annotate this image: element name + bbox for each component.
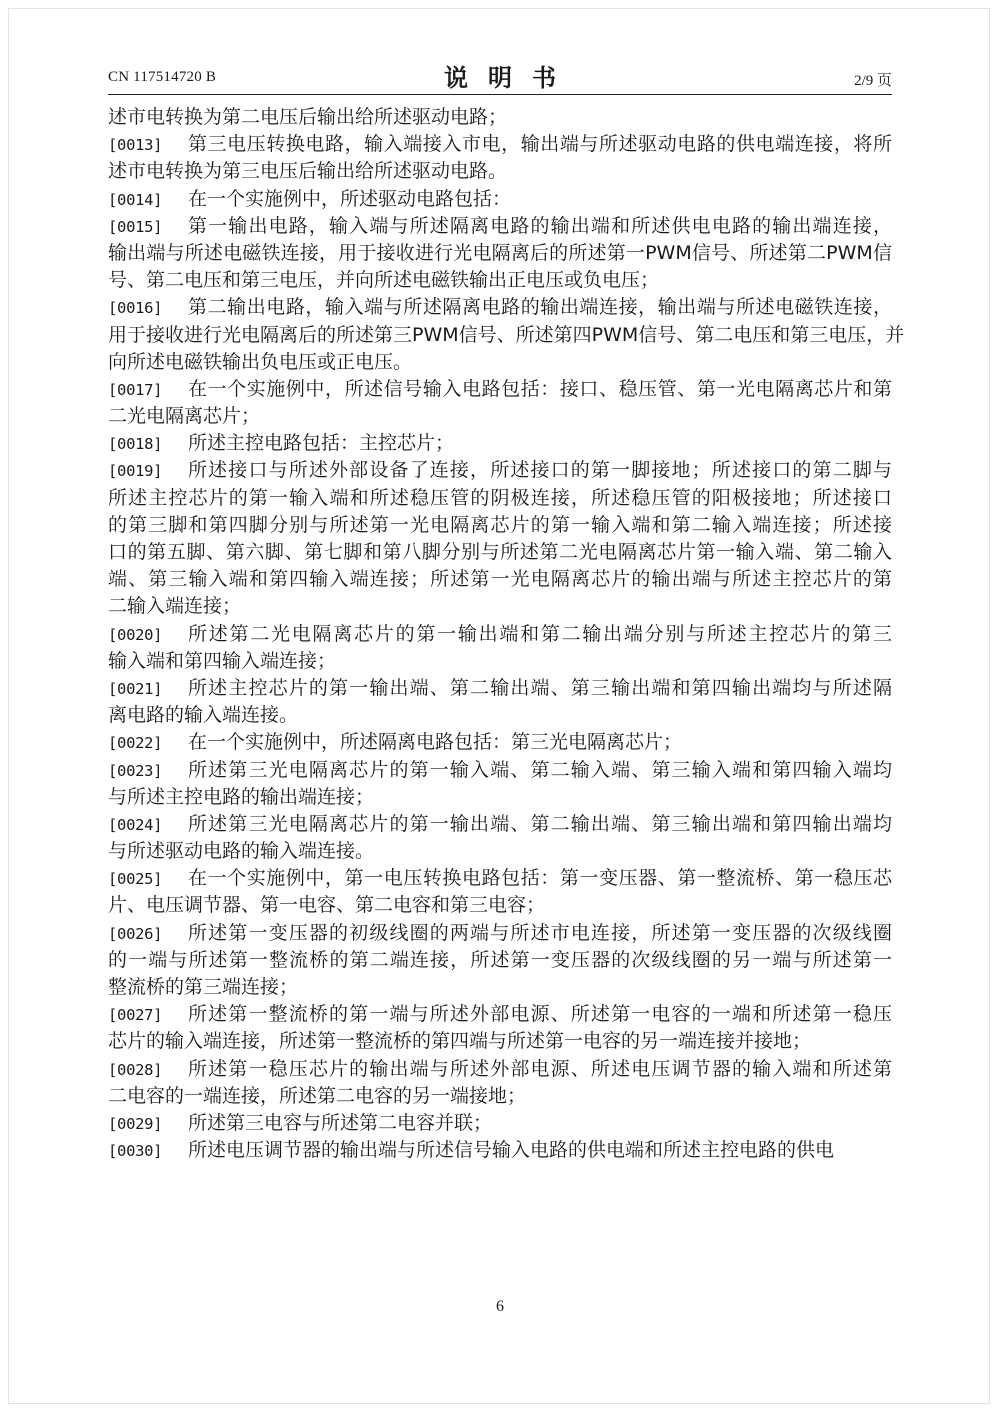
document-body	[108, 104, 905, 1164]
text-line	[108, 1137, 892, 1164]
page-number: 6	[496, 1298, 504, 1315]
paragraph-number: [0022]	[108, 734, 163, 753]
paragraph	[108, 1137, 892, 1164]
text-line	[108, 702, 892, 729]
paragraph-text: 向所述电磁铁输出负电压或正电压。	[108, 350, 413, 373]
paragraph-text: 所述电压调节器的输出端与所述信号输入电路的供电端和所述主控电路的供电	[188, 1139, 835, 1162]
paragraph-number: [0013]	[108, 136, 163, 155]
paragraph-number: [0029]	[108, 1114, 163, 1133]
text-line	[108, 974, 892, 1001]
text-line	[108, 349, 892, 376]
paragraph-text: 号、第二电压和第三电压，并向所述电磁铁输出正电压或负电压；	[108, 269, 660, 292]
text-line	[108, 104, 892, 131]
text-line	[108, 784, 892, 811]
paragraph-text: 所述第三光电隔离芯片的第一输出端、第二输出端、第三输出端和第四输出端均	[188, 812, 892, 835]
text-line	[108, 865, 892, 892]
paragraph-text: 所述主控电路包括：主控芯片；	[188, 432, 455, 455]
paragraph	[108, 1056, 892, 1110]
paragraph-number: [0025]	[108, 870, 163, 889]
paragraph-text: 在一个实施例中，所述驱动电路包括：	[188, 187, 512, 210]
paragraph-text: 述市电转换为第三电压后输出给所述驱动电路。	[108, 160, 508, 183]
paragraph	[108, 131, 892, 185]
page-title: 说明书	[444, 64, 576, 92]
paragraph-text: 所述第三光电隔离芯片的第一输入端、第二输入端、第三输入端和第四输入端均	[188, 758, 892, 781]
paragraph-text: 所述第一整流桥的第一端与所述外部电源、所述第一电容的一端和所述第一稳压	[188, 1003, 892, 1026]
paragraph-text: 端、第三输入端和第四输入端连接；所述第一光电隔离芯片的输出端与所述主控芯片的第	[108, 568, 892, 591]
text-line	[108, 512, 892, 539]
text-line	[108, 457, 892, 484]
paragraph-text: 在一个实施例中，第一电压转换电路包括：第一变压器、第一整流桥、第一稳压芯	[188, 867, 892, 890]
paragraph-text: 所述接口与所述外部设备了连接，所述接口的第一脚接地；所述接口的第二脚与	[188, 459, 892, 482]
paragraph	[108, 294, 905, 376]
paragraph	[108, 621, 892, 675]
paragraph-number: [0021]	[108, 679, 163, 698]
paragraph-number: [0027]	[108, 1006, 163, 1025]
paragraph	[108, 376, 892, 430]
paragraph	[108, 865, 892, 919]
paragraph-number: [0019]	[108, 462, 163, 481]
text-line	[108, 621, 892, 648]
paragraph	[108, 430, 892, 457]
paragraph-text: 整流桥的第三端连接；	[108, 976, 299, 998]
page-reference: 2/9 页	[854, 73, 892, 89]
paragraph-text: 所述主控芯片的第一输出端、第二输出端、第三输出端和第四输出端均与所述隔	[188, 676, 892, 699]
paragraph-text: 所述主控芯片的第一输入端和所述稳压管的阴极连接，所述稳压管的阳极接地；所述接口	[108, 486, 892, 509]
paragraph-text: 所述第一变压器的初级线圈的两端与所述市电连接，所述第一变压器的次级线圈	[188, 921, 892, 944]
paragraph	[108, 729, 892, 756]
paragraph-text: 第二输出电路，输入端与所述隔离电路的输出端连接，输出端与所述电磁铁连接，	[188, 296, 892, 319]
paragraph-text: 在一个实施例中，所述信号输入电路包括：接口、稳压管、第一光电隔离芯片和第	[188, 377, 892, 400]
text-line	[108, 430, 892, 457]
text-line	[108, 1028, 892, 1055]
paragraph	[108, 757, 892, 811]
paragraph-text: 用于接收进行光电隔离后的所述第三PWM信号、所述第四PWM信号、第二电压和第三电压，并	[108, 323, 905, 346]
text-line	[108, 240, 892, 267]
paragraph-number: [0018]	[108, 435, 163, 454]
text-line	[108, 539, 892, 566]
paragraph-number: [0014]	[108, 190, 163, 209]
paragraph-text: 的第三脚和第四脚分别与所述第一光电隔离芯片的第一输入端和第二输入端连接；所述接	[108, 513, 892, 536]
text-line	[108, 403, 892, 430]
text-line	[108, 566, 892, 593]
paragraph	[108, 675, 892, 729]
paragraph-text: 第三电压转换电路，输入端接入市电，输出端与所述驱动电路的供电端连接，将所	[188, 133, 892, 156]
paragraph	[108, 457, 892, 620]
text-line	[108, 186, 892, 213]
paragraph-number: [0024]	[108, 815, 163, 834]
text-line	[108, 1083, 892, 1110]
document-id: CN 117514720 B	[108, 69, 217, 85]
text-line	[108, 811, 892, 838]
paragraph-number: [0016]	[108, 299, 163, 318]
paragraph-text: 离电路的输入端连接。	[108, 704, 299, 727]
paragraph-text: 述市电转换为第二电压后输出给所述驱动电路；	[108, 106, 508, 128]
text-line	[108, 294, 892, 321]
text-line	[108, 1056, 892, 1083]
paragraph-text: 二电容的一端连接，所述第二电容的另一端接地；	[108, 1084, 527, 1107]
paragraph-text: 输入端和第四输入端连接；	[108, 649, 337, 672]
paragraph-number: [0030]	[108, 1142, 163, 1161]
paragraph	[108, 213, 892, 295]
paragraph-text: 的一端与所述第一整流桥的第二端连接，所述第一变压器的次级线圈的另一端与所述第一	[108, 948, 892, 971]
text-line	[108, 838, 892, 865]
paragraph-text: 所述第三电容与所述第二电容并联；	[188, 1111, 493, 1134]
text-line	[108, 920, 892, 947]
paragraph-text: 片、电压调节器、第一电容、第二电容和第三电容；	[108, 894, 546, 917]
paragraph-number: [0017]	[108, 380, 163, 399]
paragraph-number: [0023]	[108, 761, 163, 780]
paragraph	[108, 186, 892, 213]
header-rule	[108, 94, 892, 95]
text-line	[108, 593, 892, 620]
paragraph-text: 所述第一稳压芯片的输出端与所述外部电源、所述电压调节器的输入端和所述第	[188, 1057, 892, 1080]
paragraph-text: 二输入端连接；	[108, 595, 242, 618]
text-line	[108, 267, 892, 294]
paragraph-number: [0020]	[108, 625, 163, 644]
text-line	[108, 131, 892, 158]
paragraph-text: 在一个实施例中，所述隔离电路包括：第三光电隔离芯片；	[188, 731, 683, 754]
text-line	[108, 376, 892, 403]
paragraph-text: 与所述主控电路的输出端连接；	[108, 785, 375, 808]
paragraph	[108, 1001, 892, 1055]
text-line	[108, 322, 905, 349]
paragraph-number: [0015]	[108, 217, 163, 236]
paragraph	[108, 920, 892, 1002]
paragraph	[108, 1110, 892, 1137]
paragraph-number: [0028]	[108, 1060, 163, 1079]
paragraph-text: 与所述驱动电路的输入端连接。	[108, 840, 375, 863]
paragraph-text: 输出端与所述电磁铁连接，用于接收进行光电隔离后的所述第一PWM信号、所述第二PWM信	[108, 241, 892, 264]
text-line	[108, 947, 892, 974]
paragraph	[108, 104, 892, 131]
text-line	[108, 1001, 892, 1028]
text-line	[108, 892, 892, 919]
paragraph-text: 口的第五脚、第六脚、第七脚和第八脚分别与所述第二光电隔离芯片第一输入端、第二输入	[108, 541, 892, 563]
text-line	[108, 648, 892, 675]
paragraph-text: 第一输出电路，输入端与所述隔离电路的输出端和所述供电电路的输出端连接，	[188, 214, 892, 237]
text-line	[108, 729, 892, 756]
text-line	[108, 485, 892, 512]
text-line	[108, 757, 892, 784]
paragraph-text: 所述第二光电隔离芯片的第一输出端和第二输出端分别与所述主控芯片的第三	[188, 622, 892, 645]
paragraph-text: 二光电隔离芯片；	[108, 405, 261, 428]
text-line	[108, 213, 892, 240]
text-line	[108, 675, 892, 702]
paragraph-text: 芯片的输入端连接，所述第一整流桥的第四端与所述第一电容的另一端连接并接地；	[108, 1030, 812, 1053]
paragraph	[108, 811, 892, 865]
text-line	[108, 1110, 892, 1137]
page-header	[108, 58, 892, 92]
text-line	[108, 158, 892, 185]
paragraph-number: [0026]	[108, 924, 163, 943]
